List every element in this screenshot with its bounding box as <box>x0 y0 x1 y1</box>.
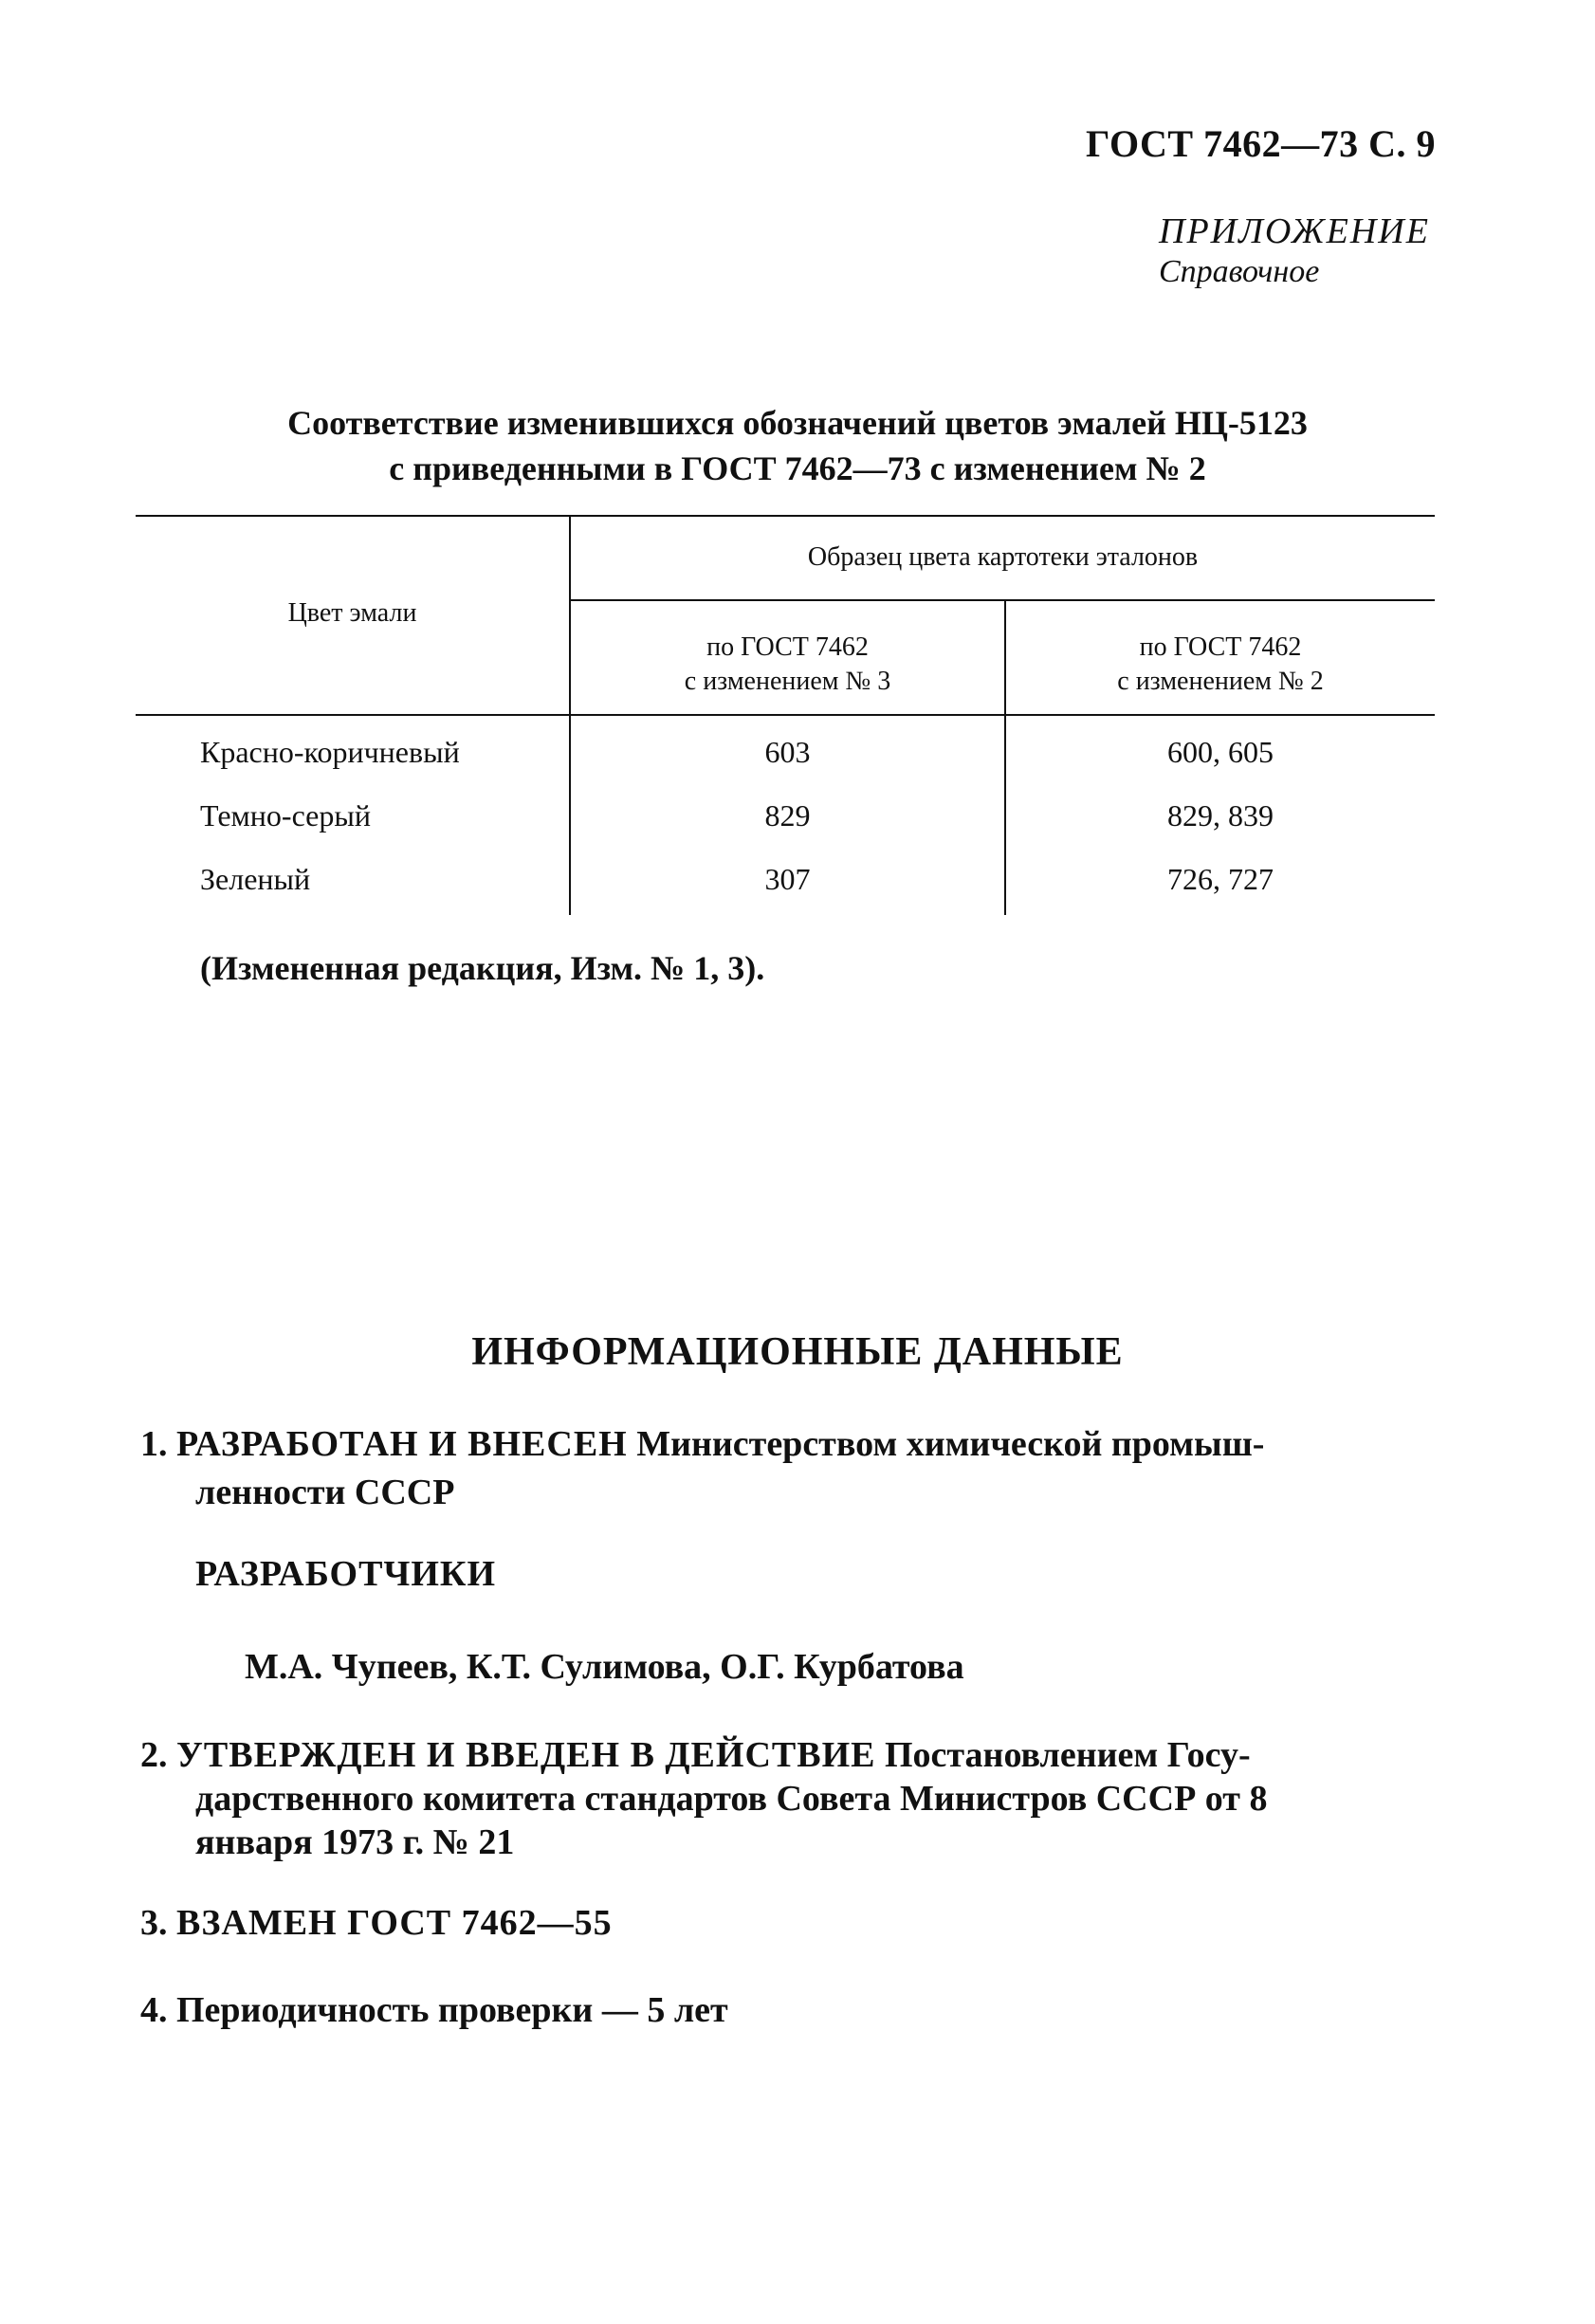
item-number: 1. <box>140 1424 168 1464</box>
info-item-4 <box>140 1985 728 2035</box>
header-gost-change2-line2: с изменением № 2 <box>1117 667 1324 696</box>
item-number: 2. <box>140 1735 168 1775</box>
table-cell-color: Темно-серый <box>200 798 371 833</box>
item-caps: ВЗАМЕН ГОСТ 7462—55 <box>176 1903 613 1943</box>
table-title-line1: Соответствие изменившихся обозначений цветов эмалей НЦ-5123 <box>287 404 1308 442</box>
info-item-3 <box>140 1898 613 1948</box>
item-caps: УТВЕРЖДЕН И ВВЕДЕН В ДЕЙСТВИЕ <box>176 1735 876 1775</box>
info-item-1 <box>140 1419 1449 1469</box>
info-item-2-line2: дарственного комитета стандартов Совета Министров СССР от 8 <box>195 1779 1268 1819</box>
page-header: ГОСТ 7462—73 С. 9 <box>1085 122 1436 165</box>
table-cell-color: Зеленый <box>200 862 311 896</box>
appendix-subtitle: Справочное <box>1159 254 1320 289</box>
table-cell-color: Красно-коричневый <box>200 735 460 769</box>
revision-note: (Измененная редакция, Изм. № 1, 3). <box>200 949 765 987</box>
item-text-line1: Министерством химической промыш- <box>636 1424 1265 1464</box>
header-color: Цвет эмали <box>287 598 417 628</box>
header-sample-group: Образец цвета картотеки эталонов <box>807 542 1199 572</box>
table-divider-1 <box>569 515 571 915</box>
info-item-1-cont: ленности СССР <box>195 1473 455 1512</box>
info-item-2 <box>140 1730 1449 1780</box>
table-group-rule <box>570 599 1435 601</box>
table-title <box>0 400 1595 491</box>
table-cell-change3: 603 <box>764 735 811 769</box>
info-title: ИНФОРМАЦИОННЫЕ ДАННЫЕ <box>471 1330 1124 1374</box>
item-text: Периодичность проверки — 5 лет <box>176 1990 728 2030</box>
info-item-2-line3: января 1973 г. № 21 <box>195 1822 515 1862</box>
color-table <box>136 515 1435 915</box>
item-number: 3. <box>140 1903 168 1943</box>
header-gost-change2-line1: по ГОСТ 7462 <box>1139 632 1302 662</box>
table-header-rule <box>136 714 1435 716</box>
table-cell-change3: 307 <box>764 862 811 896</box>
header-gost-change3-line1: по ГОСТ 7462 <box>706 632 869 662</box>
table-cell-change2: 726, 727 <box>1167 862 1274 896</box>
appendix-title: ПРИЛОЖЕНИЕ <box>1159 211 1430 251</box>
header-gost-change3-line2: с изменением № 3 <box>684 667 891 696</box>
table-title-line2: с приведенными в ГОСТ 7462—73 с изменением № 2 <box>389 449 1206 487</box>
header-gost-change3 <box>571 631 1004 699</box>
table-cell-change2: 829, 839 <box>1167 798 1274 833</box>
item-text-line1: Постановлением Госу- <box>885 1735 1251 1775</box>
item-number: 4. <box>140 1990 168 2030</box>
header-gost-change2 <box>1006 631 1435 699</box>
table-top-rule <box>136 515 1435 517</box>
item-caps: РАЗРАБОТАН И ВНЕСЕН <box>176 1424 628 1464</box>
table-cell-change2: 600, 605 <box>1167 735 1274 769</box>
developers-heading: РАЗРАБОТЧИКИ <box>195 1554 497 1594</box>
table-cell-change3: 829 <box>764 798 811 833</box>
developers-names: М.А. Чупеев, К.Т. Сулимова, О.Г. Курбатова <box>245 1647 964 1687</box>
